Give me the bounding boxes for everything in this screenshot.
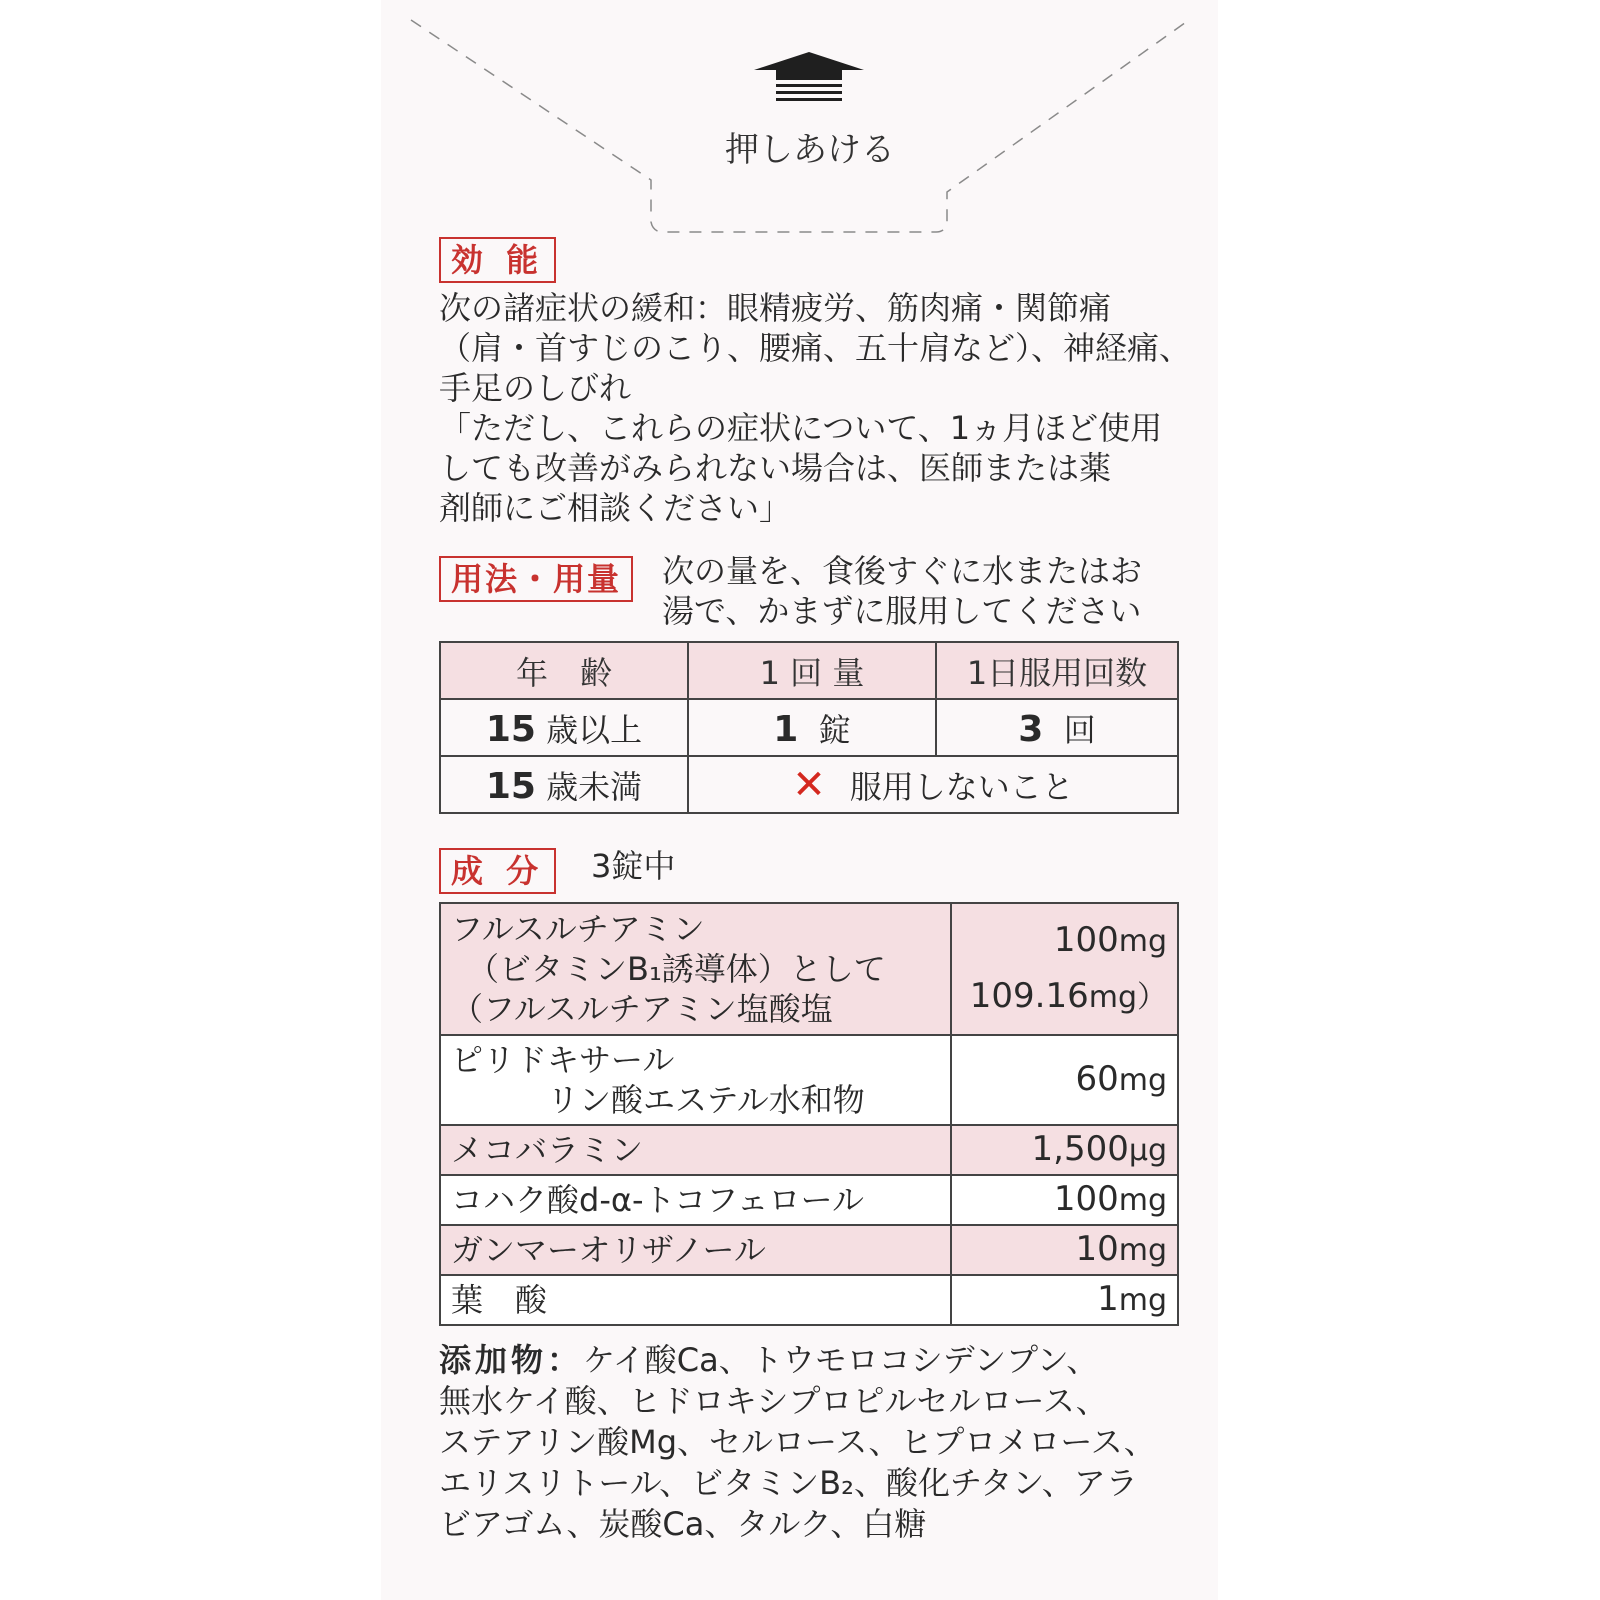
efficacy-line: （肩・首すじのこり、腰痛、五十肩など）、神経痛、 — [439, 329, 1192, 367]
efficacy-line: 手足のしびれ — [439, 369, 632, 407]
efficacy-line: 次の諸症状の緩和：眼精疲労、筋肉痛・関節痛 — [439, 289, 1112, 327]
amount-number: 10 — [1075, 1229, 1119, 1269]
additives-line: ステアリン酸Mg、セルロース、ヒプロメロース、 — [439, 1423, 1156, 1461]
dose-unit: 錠 — [818, 710, 851, 749]
additives-line: エリスリトール、ビタミンB₂、酸化チタン、アラ — [439, 1464, 1138, 1502]
additives-line: ビアゴム、炭酸Ca、タルク、白糖 — [439, 1505, 927, 1543]
ingredients-heading: 成 分 — [439, 848, 556, 894]
additives-line: 無水ケイ酸、ヒドロキシプロピルセルロース、 — [439, 1382, 1108, 1420]
ingredient-amount — [951, 1125, 1178, 1175]
times-unit: 回 — [1063, 710, 1096, 749]
age-number: 15 — [485, 708, 536, 750]
ingredient-amount — [951, 1225, 1178, 1275]
efficacy-line: 「ただし、これらの症状について、1ヵ月ほど使用 — [439, 409, 1163, 447]
not-for-use-text: 服用しないこと — [849, 767, 1074, 806]
amount-unit: mg — [1118, 1063, 1167, 1098]
ingredient-name-line: フルスルチアミン — [451, 910, 705, 948]
ingredient-name: コハク酸d-α-トコフェロール — [440, 1175, 951, 1225]
header-times: 1日服用回数 — [936, 642, 1178, 699]
ingredients-per: 3錠中 — [591, 847, 676, 885]
table-row — [440, 756, 1178, 813]
age-cell — [440, 756, 688, 813]
dose-cell — [688, 699, 936, 756]
table-row — [440, 1275, 1178, 1325]
additives-label: 添加物： — [439, 1341, 584, 1379]
ingredient-name: ガンマーオリザノール — [440, 1225, 951, 1275]
ingredient-name-line: ピリドキサール — [451, 1041, 675, 1079]
flap-cut-lines — [381, 0, 1218, 240]
ingredient-amount — [951, 1275, 1178, 1325]
age-text: 歳未満 — [546, 767, 643, 806]
ingredient-name-line: （フルスルチアミン塩酸塩 — [451, 990, 833, 1028]
ingredient-amount — [951, 1035, 1178, 1125]
push-arrow-icon — [754, 52, 864, 108]
ingredient-name-line: （ビタミンB₁誘導体）として — [451, 950, 886, 988]
efficacy-line: しても改善がみられない場合は、医師または薬 — [439, 449, 1112, 487]
ingredient-name — [440, 903, 951, 1035]
dosage-heading: 用法・用量 — [439, 556, 633, 602]
amount-unit: mg — [1118, 1233, 1167, 1268]
ingredient-amount — [951, 903, 1178, 1035]
table-header-row — [440, 642, 1178, 699]
amount-unit: mg） — [1088, 980, 1167, 1015]
table-row — [440, 699, 1178, 756]
times-number: 3 — [1018, 708, 1044, 750]
amount-unit: mg — [1118, 1283, 1167, 1318]
dosage-lead-line: 湯で、かまずに服用してください — [662, 592, 1142, 630]
ingredient-name — [440, 1035, 951, 1125]
header-age: 年 齢 — [440, 642, 688, 699]
amount-number: 109.16 — [969, 976, 1089, 1016]
ingredients-table — [439, 902, 1179, 1326]
push-open-label: 押しあける — [725, 130, 895, 170]
efficacy-line: 剤師にご相談ください」 — [439, 489, 792, 527]
amount-number: 1,500 — [1031, 1129, 1129, 1169]
table-row — [440, 1225, 1178, 1275]
amount-unit: mg — [1118, 924, 1167, 959]
ingredient-name: メコバラミン — [440, 1125, 951, 1175]
table-row — [440, 1175, 1178, 1225]
cross-icon: ✕ — [792, 761, 826, 808]
dose-number: 1 — [773, 708, 799, 750]
table-row — [440, 1125, 1178, 1175]
not-for-use-cell — [688, 756, 1178, 813]
amount-unit: mg — [1118, 1183, 1167, 1218]
dosage-lead-text — [662, 551, 1202, 631]
header-dose: 1 回 量 — [688, 642, 936, 699]
age-text: 歳以上 — [546, 710, 643, 749]
ingredient-name: 葉 酸 — [440, 1275, 951, 1325]
table-row — [440, 1035, 1178, 1125]
table-row — [440, 903, 1178, 1035]
amount-number: 60 — [1075, 1059, 1119, 1099]
dosage-lead-line: 次の量を、食後すぐに水またはお — [662, 552, 1143, 590]
amount-number: 100 — [1053, 1179, 1119, 1219]
amount-number: 100 — [1053, 920, 1119, 960]
dosage-table — [439, 641, 1179, 814]
ingredient-name-line: リン酸エステル水和物 — [451, 1081, 865, 1119]
efficacy-heading: 効 能 — [439, 237, 556, 283]
efficacy-text — [439, 288, 1199, 528]
additives-text — [439, 1340, 1199, 1545]
ingredient-amount — [951, 1175, 1178, 1225]
age-number: 15 — [485, 765, 536, 807]
additives-line: ケイ酸Ca、トウモロコシデンプン、 — [583, 1341, 1099, 1379]
times-cell — [936, 699, 1178, 756]
age-cell — [440, 699, 688, 756]
amount-unit: μg — [1128, 1133, 1167, 1168]
amount-number: 1 — [1097, 1279, 1119, 1319]
